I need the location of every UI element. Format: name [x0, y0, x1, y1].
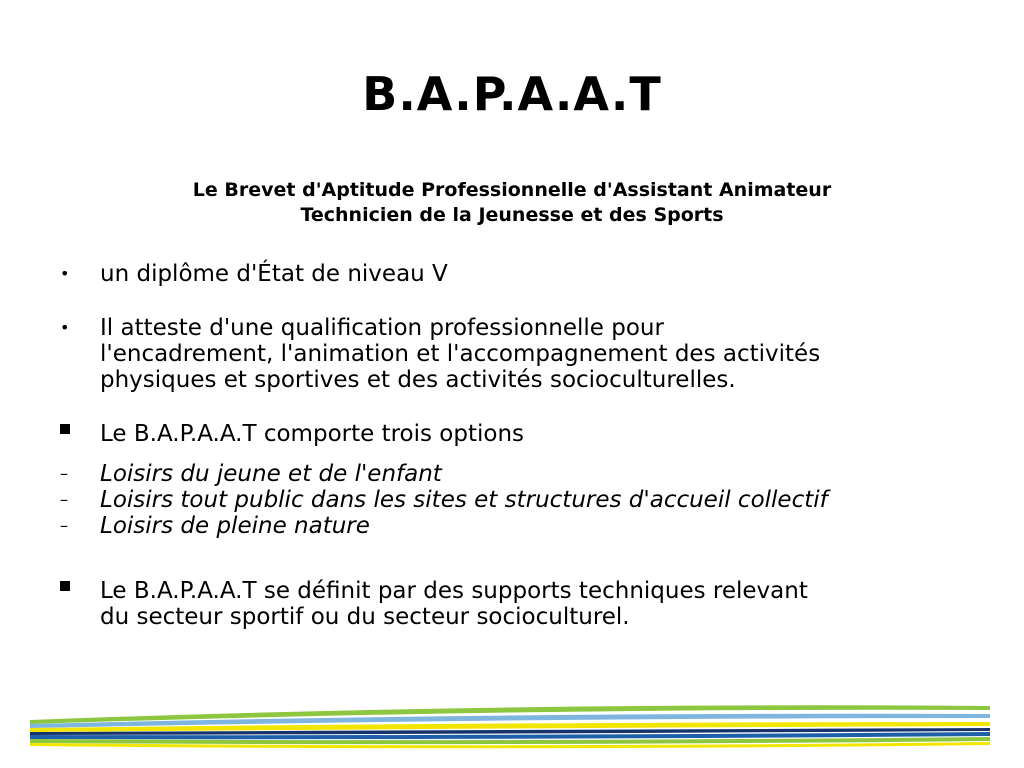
- option-item: Loisirs de pleine nature: [100, 513, 370, 539]
- dash-bullet-icon: –: [60, 490, 68, 509]
- dash-bullet-icon: –: [60, 464, 68, 483]
- bullet-qualification-line-1: Il atteste d'une qualification professionnelle pour: [100, 315, 664, 341]
- bullet-dot-icon: •: [60, 318, 70, 337]
- bullet-supports-line-2: du secteur sportif ou du secteur socioculturel.: [100, 604, 630, 630]
- dash-bullet-icon: –: [60, 516, 68, 535]
- bullet-qualification-line-2: l'encadrement, l'animation et l'accompagnement des activités: [100, 341, 821, 367]
- subtitle-line-1: Le Brevet d'Aptitude Professionnelle d'Assistant Animateur: [192, 179, 832, 201]
- subtitle-line-2: Technicien de la Jeunesse et des Sports: [300, 204, 724, 226]
- slide-title: B.A.P.A.A.T: [362, 67, 662, 121]
- bullet-qualification-line-3: physiques et sportives et des activités socioculturelles.: [100, 367, 736, 393]
- bullet-diploma: un diplôme d'État de niveau V: [100, 261, 448, 287]
- bullet-supports-line-1: Le B.A.P.A.A.T se définit par des supports techniques relevant: [100, 578, 808, 604]
- bullet-qualification: [100, 315, 970, 393]
- square-bullet-icon: [60, 581, 70, 591]
- square-bullet-icon: [60, 424, 70, 434]
- option-item: Loisirs tout public dans les sites et structures d'accueil collectif: [100, 487, 828, 513]
- bullet-options-intro: Le B.A.P.A.A.T comporte trois options: [100, 421, 525, 447]
- option-item: Loisirs du jeune et de l'enfant: [100, 461, 442, 487]
- decorative-stripes: [30, 700, 990, 752]
- bullet-supports: [100, 578, 970, 630]
- bullet-dot-icon: •: [60, 264, 70, 283]
